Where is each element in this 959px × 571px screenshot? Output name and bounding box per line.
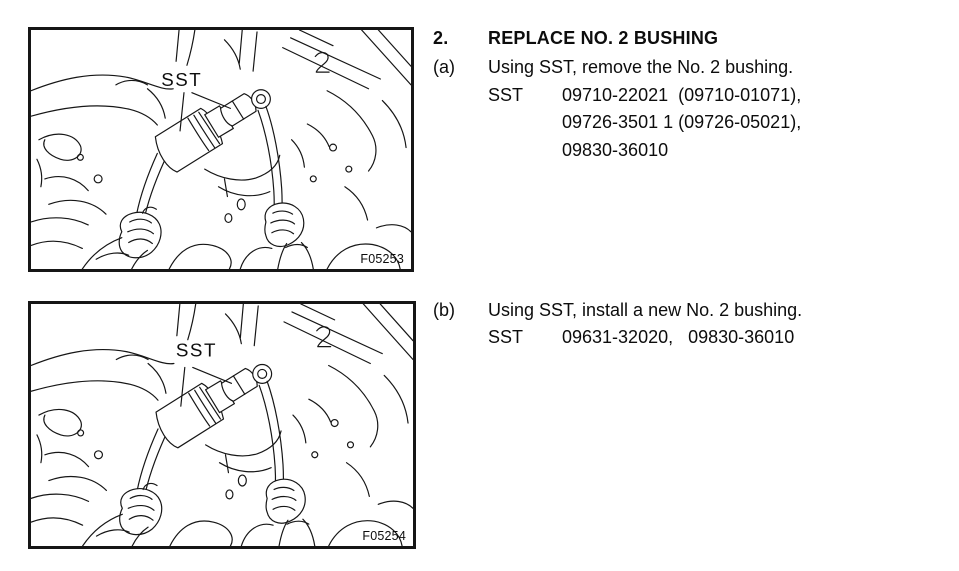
step-text-block-a [433,25,953,164]
engine-illustration-install [31,304,413,546]
figure-bushing-removal [28,27,414,272]
sst-label-spacer [488,137,562,164]
substep-b-marker: (b) [433,300,455,320]
substep-b-text: Using SST, install a new No. 2 bushing. [488,300,803,320]
sst-code-line: 09726-3501 1 (09726-05021), [562,112,802,133]
figure-code: F05254 [362,529,406,543]
sst-marker-spacer [433,109,488,136]
step-heading-row [433,25,953,52]
sst-code-line: 09631-32020, 09830-36010 [562,327,795,348]
sst-row [433,324,953,351]
substep-a-row [433,54,953,81]
sst-row [433,82,953,109]
step-number: 2. [433,28,449,48]
sst-label: SST [488,84,524,105]
sst-row [433,109,953,136]
sst-code-line: 09710-22021 (09710-01071), [562,84,802,105]
step-title: REPLACE NO. 2 BUSHING [488,28,719,48]
substep-a-marker: (a) [433,57,455,78]
sst-row [433,137,953,164]
sst-callout-label: SST [175,339,217,361]
sst-marker-spacer [433,324,488,351]
sst-callout-label: SST [161,68,203,90]
sst-code-line: 09830-36010 [562,139,669,160]
figure-bushing-install [28,301,416,549]
substep-b-row [433,297,953,324]
figure-code: F05253 [360,252,404,266]
sst-label: SST [488,327,524,348]
sst-label-spacer [488,109,562,136]
engine-illustration-remove [31,30,411,269]
sst-marker-spacer [433,82,488,109]
substep-a-text: Using SST, remove the No. 2 bushing. [488,57,794,78]
sst-marker-spacer [433,137,488,164]
step-text-block-b [433,297,953,352]
